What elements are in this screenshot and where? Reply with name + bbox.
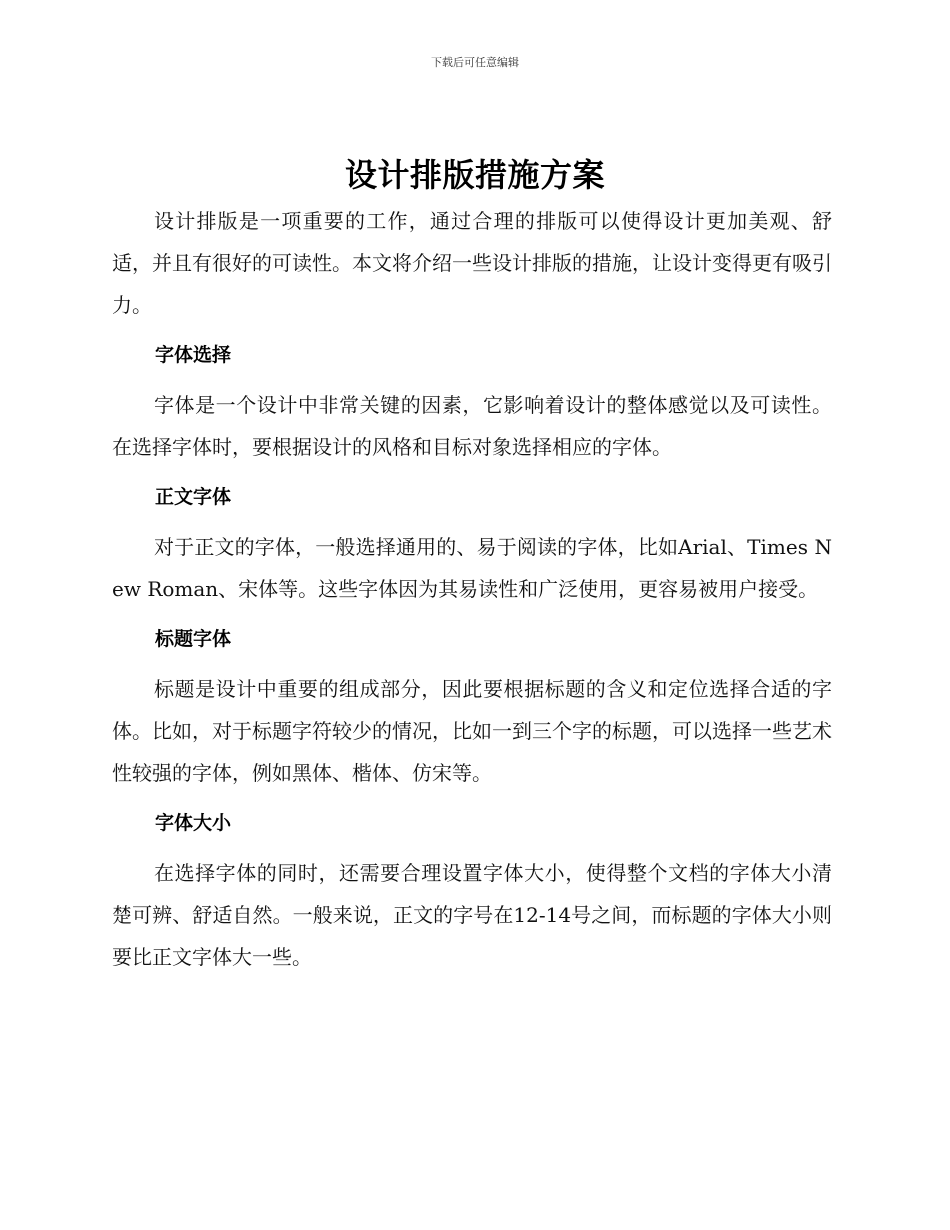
- section-text-font-size: 在选择字体的同时，还需要合理设置字体大小，使得整个文档的字体大小清楚可辨、舒适自然。一般来说，正文的字号在12-14号之间，而标题的字体大小则要比正文字体大一些。: [112, 861, 832, 969]
- section-text-font-choice: 字体是一个设计中非常关键的因素，它影响着设计的整体感觉以及可读性。在选择字体时，要根据设计的风格和目标对象选择相应的字体。: [112, 393, 832, 459]
- intro-paragraph: 设计排版是一项重要的工作，通过合理的排版可以使得设计更加美观、舒适，并且有很好的可读性。本文将介绍一些设计排版的措施，让设计变得更有吸引力。: [112, 209, 832, 317]
- section-heading-body-font: 正文字体: [155, 486, 232, 508]
- section-heading-title-font: 标题字体: [155, 628, 232, 650]
- document-title: 设计排版措施方案: [344, 156, 605, 194]
- header-note: 下载后可任意编辑: [431, 56, 519, 69]
- section-heading-font-choice: 字体选择: [155, 344, 232, 366]
- section-heading-font-size: 字体大小: [155, 812, 232, 834]
- section-text-title-font: 标题是设计中重要的组成部分，因此要根据标题的含义和定位选择合适的字体。比如，对于标题字符较少的情况，比如一到三个字的标题，可以选择一些艺术性较强的字体，例如黑体、楷体、仿宋等。: [112, 677, 832, 785]
- document-body: [112, 200, 832, 984]
- section-text-body-font: 对于正文的字体，一般选择通用的、易于阅读的字体，比如Arial、Times New Roman、宋体等。这些字体因为其易读性和广泛使用，更容易被用户接受。: [112, 535, 832, 601]
